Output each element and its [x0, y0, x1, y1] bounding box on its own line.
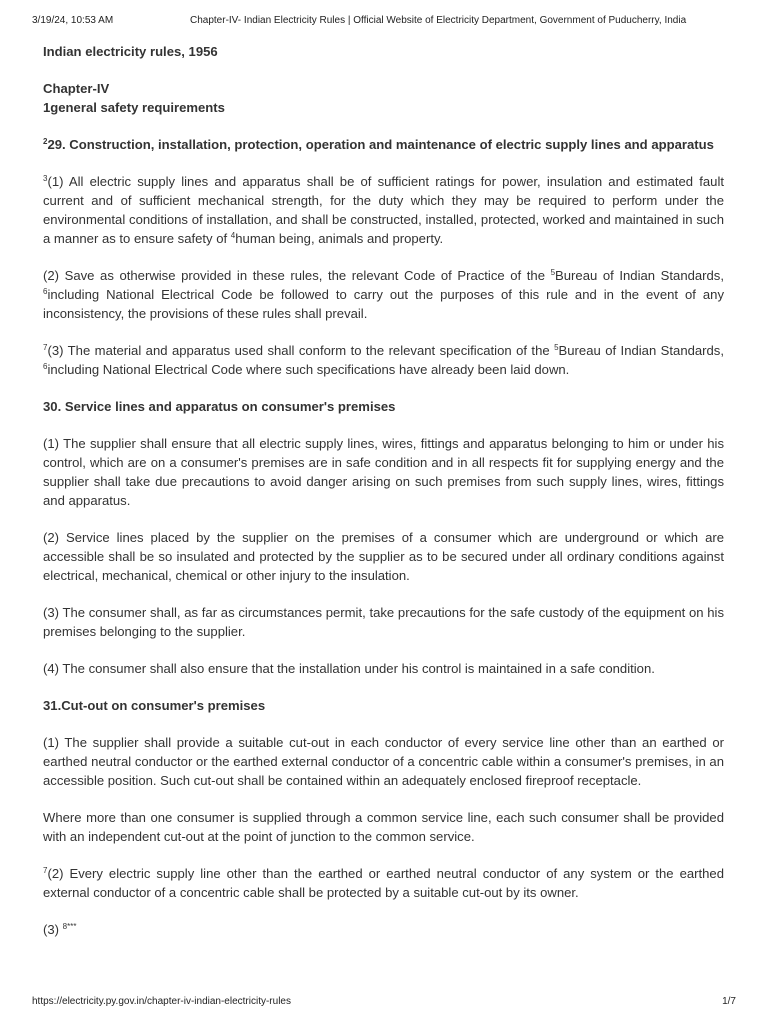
rule-29-para-2-text-b: Bureau of Indian Standards, — [555, 268, 724, 283]
rule-29-para-1-text-a: (1) All electric supply lines and apparatus shall be of sufficient ratings for power, insulation and estimated fault current and of sufficient mechanical strength, for the duty which they may be required to perform under the environmental conditions of installation, and shall be constructed, installed, protected, worked and maintained in such a manner as to ensure safety of — [43, 174, 724, 246]
footnote-ref: 5 — [550, 268, 556, 277]
rule-31-para-3-text: (3) — [43, 922, 63, 937]
rule-29-heading — [43, 135, 724, 154]
page-number: 1/7 — [722, 996, 736, 1007]
print-footer — [32, 996, 736, 1010]
rule-31-heading: 31.Cut-out on consumer's premises — [43, 698, 266, 713]
rule-31-para-2 — [43, 864, 724, 902]
rule-31-para-1b: Where more than one consumer is supplied through a common service line, each such consumer shall be provided with an independent cut-out at the point of junction to the common service. — [43, 810, 724, 844]
rule-31-para-1: (1) The supplier shall provide a suitable cut-out in each conductor of every service line other than an earthed or earthed neutral conductor or the earthed external conductor of a concentric cable within a consumer's premises, in an accessible position. Such cut-out shall be contained within an adequately enclosed fireproof receptacle. — [43, 735, 724, 788]
rule-29-para-3 — [43, 341, 724, 379]
footnote-ref: 4 — [230, 231, 236, 240]
rule-29-para-2-text-a: (2) Save as otherwise provided in these rules, the relevant Code of Practice of the — [43, 268, 551, 283]
footnote-ref: 8*** — [62, 922, 77, 931]
rule-30-para-3: (3) The consumer shall, as far as circumstances permit, take precautions for the safe custody of the equipment on his premises belonging to the supplier. — [43, 605, 724, 639]
rule-30-para-4: (4) The consumer shall also ensure that the installation under his control is maintained in a safe condition. — [43, 661, 655, 676]
footnote-ref: 6 — [43, 362, 48, 371]
footnote-ref: 6 — [43, 287, 48, 296]
section-heading: 1general safety requirements — [43, 100, 225, 115]
footnote-ref: 2 — [43, 137, 48, 146]
rule-29-para-2-text-c: including National Electrical Code be followed to carry out the purposes of this rule and in the event of any inconsistency, the provisions of these rules shall prevail. — [43, 287, 724, 321]
rule-29-para-2 — [43, 266, 724, 323]
rule-29-para-3-text-b: Bureau of Indian Standards, — [558, 343, 724, 358]
rule-30-heading: 30. Service lines and apparatus on consumer's premises — [43, 399, 396, 414]
rule-29-para-3-text-c: including National Electrical Code where such specifications have already been laid down. — [47, 362, 570, 377]
rule-29-para-1 — [43, 172, 724, 248]
footnote-ref: 7 — [43, 343, 48, 352]
rule-29-para-3-text-a: (3) The material and apparatus used shall conform to the relevant specification of the — [47, 343, 555, 358]
footnote-ref: 3 — [43, 174, 48, 183]
rule-30-para-2: (2) Service lines placed by the supplier on the premises of a consumer which are underground or which are accessible shall be so insulated and protected by the supplier as to be secured under all ordinary conditions against electrical, mechanical, chemical or other injury to the insulation. — [43, 530, 724, 583]
print-datetime: 3/19/24, 10:53 AM — [32, 15, 114, 26]
chapter-title: Chapter-IV — [43, 81, 110, 96]
print-page-title: Chapter-IV- Indian Electricity Rules | Official Website of Electricity Department, Government of Puducherry, India — [190, 15, 687, 26]
document-body — [43, 42, 724, 939]
rule-29-heading-text: 29. Construction, installation, protection, operation and maintenance of electric supply lines and apparatus — [47, 137, 714, 152]
rule-31-para-3 — [43, 920, 724, 939]
document-title: Indian electricity rules, 1956 — [43, 44, 218, 59]
rule-29-para-1-text-b: human being, animals and property. — [235, 231, 444, 246]
rule-31-para-2-text: (2) Every electric supply line other than the earthed or earthed neutral conductor of any system or the earthed external conductor of a concentric cable shall be protected by a suitable cut-out by its owner. — [43, 866, 724, 900]
footnote-ref: 7 — [43, 866, 48, 875]
footnote-ref: 5 — [554, 343, 559, 352]
rule-30-para-1: (1) The supplier shall ensure that all electric supply lines, wires, fittings and apparatus belonging to him or under his control, which are on a consumer's premises are in safe condition and in all respects fit for supplying energy and the supplier shall take due precautions to avoid danger arising on such premises from such supply lines, wires, fittings and apparatus. — [43, 436, 724, 508]
print-header — [32, 15, 736, 29]
page-url: https://electricity.py.gov.in/chapter-iv-indian-electricity-rules — [32, 996, 291, 1007]
